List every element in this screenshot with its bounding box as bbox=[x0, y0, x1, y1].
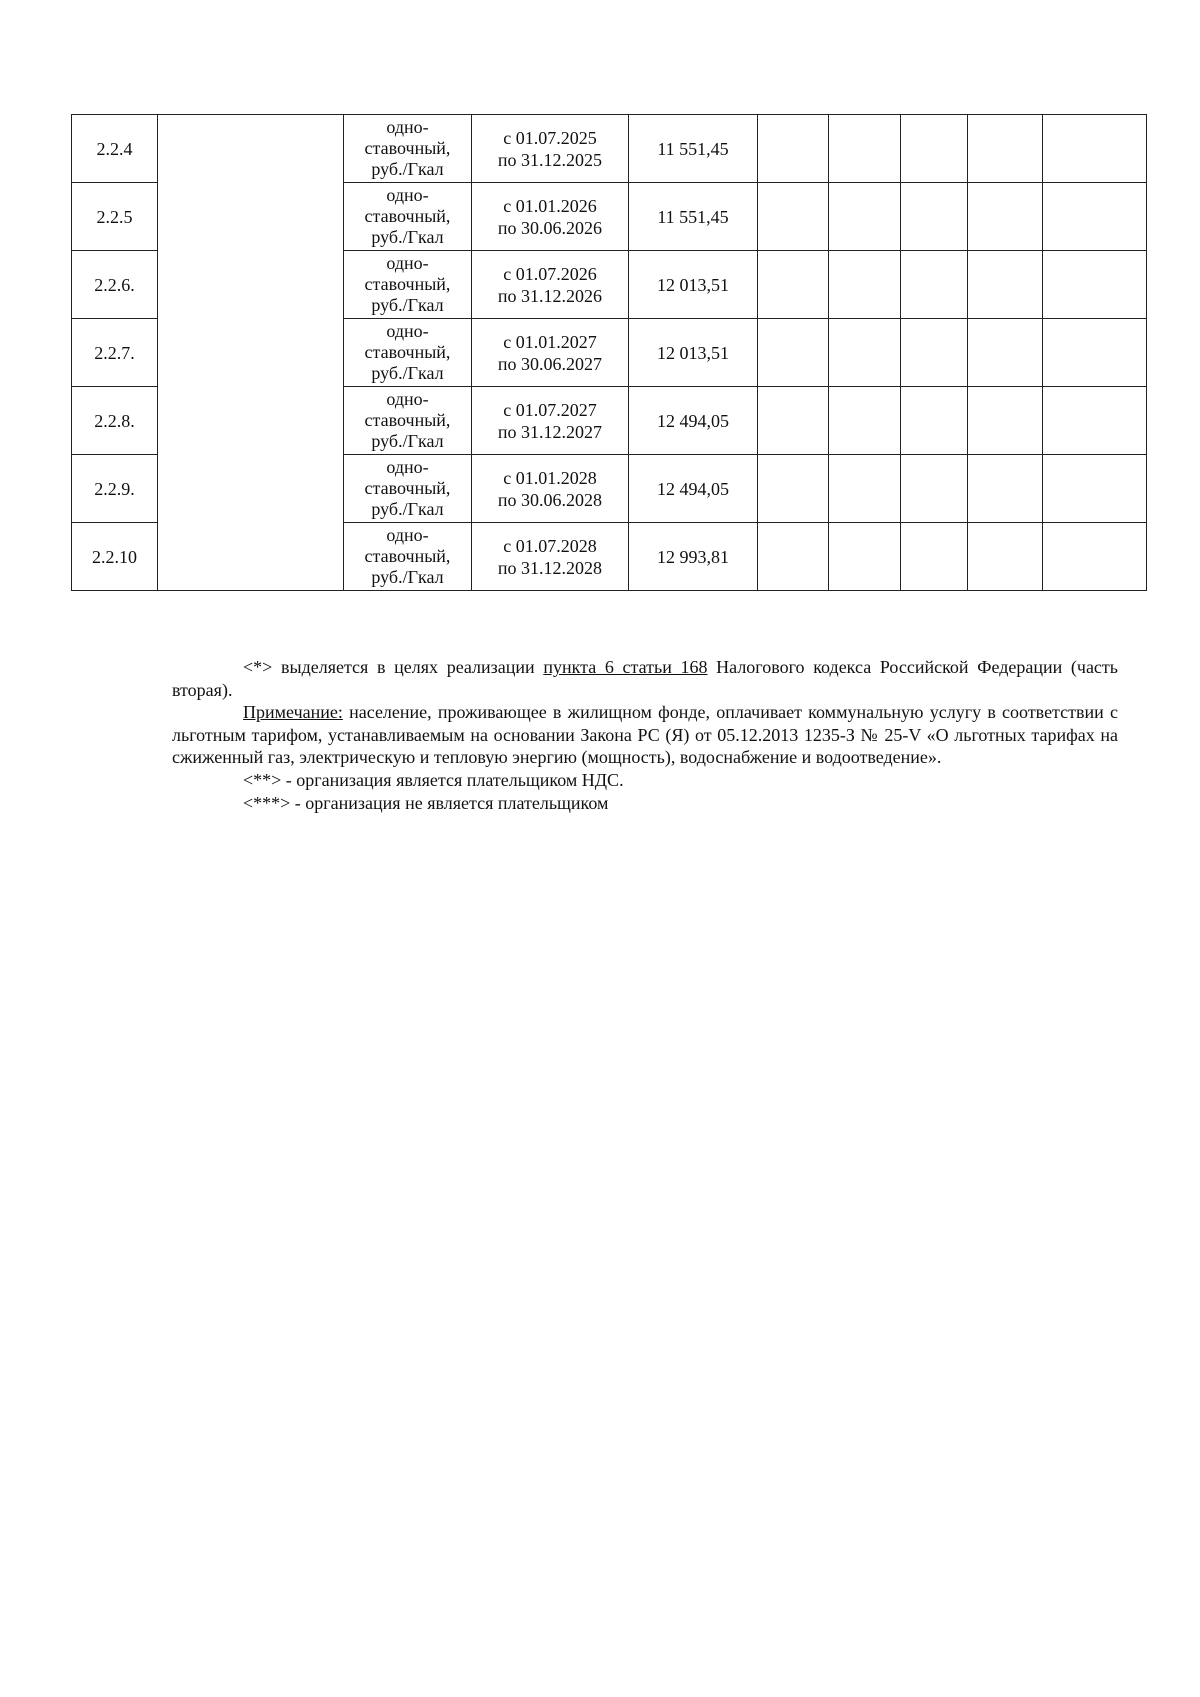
period-cell bbox=[472, 523, 629, 591]
empty-cell bbox=[829, 455, 901, 523]
tariff-type-line: одно- bbox=[386, 185, 429, 205]
empty-cell bbox=[901, 455, 968, 523]
tariff-type-line: одно- bbox=[386, 321, 429, 341]
empty-cell bbox=[1043, 115, 1147, 183]
tariff-type-line: ставочный, bbox=[364, 342, 451, 362]
period-cell bbox=[472, 251, 629, 319]
tariff-type-line: руб./Гкал bbox=[371, 499, 444, 519]
tariff-type-line: руб./Гкал bbox=[371, 295, 444, 315]
empty-cell bbox=[968, 387, 1043, 455]
period-line: по 31.12.2028 bbox=[497, 557, 603, 578]
table-row bbox=[72, 115, 1147, 183]
tariff-type-line: руб./Гкал bbox=[371, 159, 444, 179]
period-cell bbox=[472, 455, 629, 523]
tariff-type-line: руб./Гкал bbox=[371, 567, 444, 587]
row-number-cell: 2.2.10 bbox=[72, 523, 158, 591]
empty-cell bbox=[1043, 251, 1147, 319]
footnote-vat-allocation-prefix: <*> выделяется в целях реализации bbox=[243, 657, 544, 677]
note-label: Примечание: bbox=[243, 702, 343, 723]
tariff-type-line: ставочный, bbox=[364, 478, 451, 498]
tariff-type-line: одно- bbox=[386, 389, 429, 409]
tariff-type-cell bbox=[344, 319, 472, 387]
period-line: с 01.07.2027 bbox=[503, 399, 597, 420]
empty-cell bbox=[829, 319, 901, 387]
period-line: с 01.01.2028 bbox=[503, 467, 597, 488]
empty-cell bbox=[901, 387, 968, 455]
empty-cell bbox=[1043, 319, 1147, 387]
empty-cell bbox=[829, 183, 901, 251]
note-paragraph bbox=[172, 701, 1118, 769]
row-number-cell: 2.2.4 bbox=[72, 115, 158, 183]
tariff-type-line: ставочный, bbox=[364, 410, 451, 430]
tariff-type-line: одно- bbox=[386, 117, 429, 137]
period-line: с 01.01.2026 bbox=[503, 195, 597, 216]
tariff-type-line: ставочный, bbox=[364, 206, 451, 226]
tariff-value-cell: 11 551,45 bbox=[629, 115, 758, 183]
empty-cell bbox=[829, 523, 901, 591]
note-text: население, проживающее в жилищном фонде, оплачивает коммунальную услугу в соответствии с льготным тарифом, устанавливаемым на основании Закона РС (Я) от 05.12.2013 1235-З № 25-V «О льготных тарифах на сжиженный газ, электрическую и тепловую энергию (мощность), водоснабжение и водоотведение». bbox=[172, 702, 1118, 768]
empty-cell bbox=[758, 387, 829, 455]
period-line: по 30.06.2027 bbox=[497, 353, 603, 374]
empty-cell bbox=[1043, 455, 1147, 523]
empty-cell bbox=[758, 319, 829, 387]
tariff-type-line: ставочный, bbox=[364, 138, 451, 158]
tariff-type-line: руб./Гкал bbox=[371, 227, 444, 247]
tariff-type-line: руб./Гкал bbox=[371, 431, 444, 451]
empty-cell bbox=[968, 319, 1043, 387]
empty-cell bbox=[901, 115, 968, 183]
tariff-type-line: одно- bbox=[386, 457, 429, 477]
tariff-value-cell: 12 013,51 bbox=[629, 251, 758, 319]
merged-organization-cell bbox=[158, 115, 344, 591]
tariff-type-line: ставочный, bbox=[364, 546, 451, 566]
row-number-cell: 2.2.5 bbox=[72, 183, 158, 251]
footnote-vat-allocation-suffix: Налогового кодекса Российской Федерации (часть вторая). bbox=[172, 657, 1118, 700]
tariff-value-cell: 12 013,51 bbox=[629, 319, 758, 387]
period-cell bbox=[472, 319, 629, 387]
period-line: по 30.06.2026 bbox=[497, 217, 603, 238]
tariff-value-cell: 12 993,81 bbox=[629, 523, 758, 591]
tariff-type-cell bbox=[344, 251, 472, 319]
empty-cell bbox=[968, 455, 1043, 523]
footnote-vat-payer: <**> - организация является плательщиком НДС. bbox=[243, 769, 624, 790]
empty-cell bbox=[829, 251, 901, 319]
footnote-vat-allocation bbox=[172, 656, 1118, 701]
footnote-not-vat-payer: <***> - организация не является плательщиком bbox=[243, 792, 609, 813]
empty-cell bbox=[968, 183, 1043, 251]
tariff-type-cell bbox=[344, 183, 472, 251]
tariff-value-cell: 11 551,45 bbox=[629, 183, 758, 251]
empty-cell bbox=[758, 251, 829, 319]
empty-cell bbox=[758, 115, 829, 183]
tariff-type-cell bbox=[344, 523, 472, 591]
period-line: с 01.07.2025 bbox=[503, 127, 597, 148]
period-line: с 01.07.2028 bbox=[503, 535, 597, 556]
tariff-type-line: одно- bbox=[386, 253, 429, 273]
period-line: по 30.06.2028 bbox=[497, 489, 603, 510]
empty-cell bbox=[829, 115, 901, 183]
tariff-value-cell: 12 494,05 bbox=[629, 387, 758, 455]
period-cell bbox=[472, 387, 629, 455]
row-number-cell: 2.2.9. bbox=[72, 455, 158, 523]
empty-cell bbox=[901, 251, 968, 319]
empty-cell bbox=[968, 115, 1043, 183]
tariff-type-cell bbox=[344, 387, 472, 455]
tariff-table-body bbox=[72, 115, 1147, 591]
empty-cell bbox=[758, 455, 829, 523]
empty-cell bbox=[829, 387, 901, 455]
empty-cell bbox=[968, 251, 1043, 319]
empty-cell bbox=[758, 523, 829, 591]
tariff-type-line: руб./Гкал bbox=[371, 363, 444, 383]
notes-section bbox=[172, 656, 1118, 814]
empty-cell bbox=[901, 523, 968, 591]
period-line: с 01.07.2026 bbox=[503, 263, 597, 284]
row-number-cell: 2.2.8. bbox=[72, 387, 158, 455]
tariff-value-cell: 12 494,05 bbox=[629, 455, 758, 523]
empty-cell bbox=[901, 183, 968, 251]
empty-cell bbox=[968, 523, 1043, 591]
row-number-cell: 2.2.6. bbox=[72, 251, 158, 319]
tariff-type-cell bbox=[344, 115, 472, 183]
empty-cell bbox=[758, 183, 829, 251]
tariff-type-line: ставочный, bbox=[364, 274, 451, 294]
empty-cell bbox=[901, 319, 968, 387]
period-line: по 31.12.2025 bbox=[497, 149, 603, 170]
period-cell bbox=[472, 183, 629, 251]
tax-code-link[interactable]: пункта 6 статьи 168 bbox=[543, 657, 708, 677]
period-line: с 01.01.2027 bbox=[503, 331, 597, 352]
period-line: по 31.12.2027 bbox=[497, 421, 603, 442]
period-cell bbox=[472, 115, 629, 183]
tariff-type-line: одно- bbox=[386, 525, 429, 545]
tariff-type-cell bbox=[344, 455, 472, 523]
row-number-cell: 2.2.7. bbox=[72, 319, 158, 387]
empty-cell bbox=[1043, 387, 1147, 455]
period-line: по 31.12.2026 bbox=[497, 285, 603, 306]
empty-cell bbox=[1043, 523, 1147, 591]
empty-cell bbox=[1043, 183, 1147, 251]
tariff-table bbox=[71, 114, 1147, 591]
